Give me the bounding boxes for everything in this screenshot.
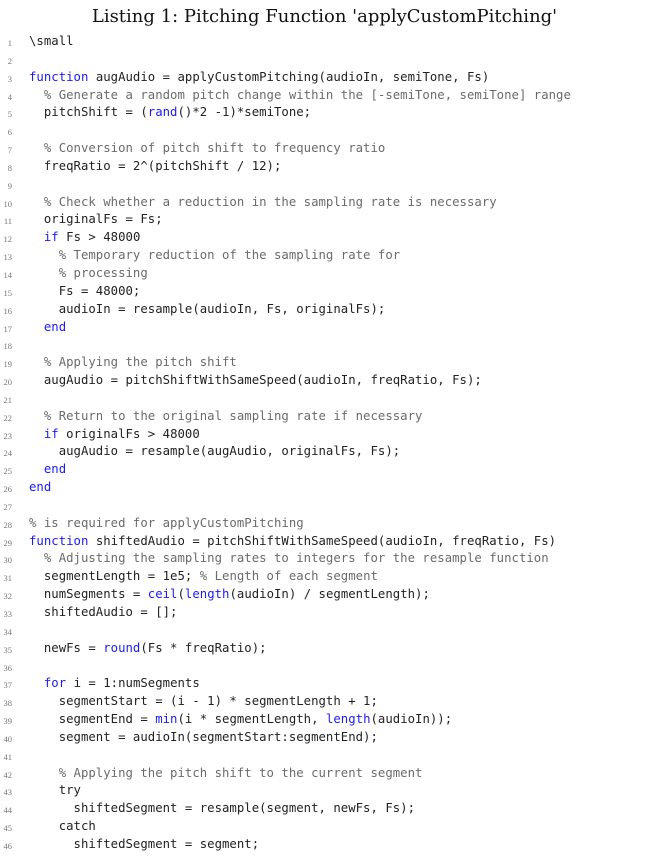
line-number: 2 — [7, 55, 12, 66]
code-token — [29, 676, 44, 690]
code-line — [0, 747, 649, 765]
code-token: Fs = 48000; — [29, 283, 141, 298]
code-line — [0, 354, 649, 372]
line-number: 32 — [3, 591, 12, 602]
keyword-token: function — [29, 533, 89, 548]
line-number: 30 — [3, 555, 12, 566]
code-text — [29, 693, 378, 711]
code-text — [29, 69, 489, 87]
code-token: i = 1:numSegments — [66, 676, 200, 691]
code-token: (audioIn) / segmentLength); — [229, 587, 430, 602]
code-text — [29, 675, 200, 693]
keyword-token: function — [29, 69, 89, 84]
code-line — [0, 390, 649, 408]
code-line — [0, 33, 649, 51]
code-line — [0, 426, 649, 444]
line-number: 18 — [3, 341, 12, 352]
line-number: 40 — [3, 733, 12, 744]
code-text — [29, 729, 378, 747]
code-text — [29, 211, 163, 229]
code-line — [0, 372, 649, 390]
keyword-token: end — [43, 462, 67, 477]
code-token: audioIn = resample(audioIn, Fs, originalFs); — [29, 301, 386, 316]
code-text — [29, 408, 422, 426]
code-text — [29, 479, 51, 497]
listing-caption: Listing 1: Pitching Function 'applyCustomPitching' — [91, 6, 558, 27]
code-line — [0, 122, 649, 140]
code-token: shiftedAudio = []; — [29, 605, 178, 619]
code-line — [0, 158, 649, 176]
line-number: 1 — [7, 38, 12, 48]
code-text — [29, 640, 267, 658]
line-number: 4 — [7, 91, 12, 102]
code-token: shiftedAudio = pitchShiftWithSameSpeed(audioIn, freqRatio, Fs) — [88, 533, 557, 548]
line-number: 10 — [3, 198, 12, 209]
code-line — [0, 604, 649, 622]
code-token: Fs > 48000 — [58, 230, 141, 245]
line-number: 6 — [7, 127, 12, 138]
line-number: 42 — [3, 769, 12, 780]
keyword-token: for — [43, 676, 67, 691]
line-number: 14 — [3, 269, 12, 280]
keyword-token: min — [155, 712, 178, 727]
code-text — [29, 104, 311, 122]
code-text — [29, 87, 571, 105]
line-number: 5 — [7, 109, 12, 120]
keyword-token: if — [43, 230, 59, 245]
code-token — [29, 427, 44, 441]
comment-token: % is required for applyCustomPitching — [29, 515, 304, 530]
code-token: augAudio = pitchShiftWithSameSpeed(audioIn, freqRatio, Fs); — [29, 373, 482, 388]
code-token — [29, 462, 44, 476]
line-number: 31 — [3, 573, 12, 584]
line-number: 24 — [3, 448, 12, 459]
keyword-token: if — [43, 426, 59, 441]
code-line — [0, 533, 649, 551]
code-token: (Fs * freqRatio); — [140, 640, 267, 655]
code-line — [0, 176, 649, 194]
code-line — [0, 194, 649, 212]
comment-token: % Applying the pitch shift — [29, 355, 237, 370]
code-token — [29, 320, 44, 334]
code-line — [0, 586, 649, 604]
code-text — [29, 836, 259, 854]
comment-token: % Conversion of pitch shift to frequency ratio — [29, 141, 386, 156]
code-text — [29, 765, 422, 783]
code-text — [29, 158, 281, 176]
code-line — [0, 301, 649, 319]
code-token: shiftedSegment = resample(segment, newFs, Fs); — [29, 801, 416, 816]
code-token — [29, 230, 44, 244]
code-text — [29, 265, 148, 283]
line-number: 9 — [7, 180, 12, 191]
line-number: 12 — [3, 234, 12, 245]
line-number: 3 — [7, 73, 12, 84]
code-token: augAudio = resample(augAudio, originalFs, Fs); — [29, 444, 401, 459]
code-token: originalFs > 48000 — [58, 426, 200, 441]
code-token: segment = audioIn(segmentStart:segmentEnd); — [29, 729, 378, 744]
code-token: (audioIn)); — [370, 712, 453, 727]
code-text — [29, 568, 378, 586]
comment-token: % processing — [29, 265, 148, 280]
comment-token: % Temporary reduction of the sampling rate for — [29, 248, 401, 263]
code-text — [29, 533, 556, 551]
line-number: 36 — [3, 662, 12, 673]
code-line — [0, 782, 649, 800]
code-text — [29, 604, 177, 622]
code-line — [0, 800, 649, 818]
code-token: augAudio = applyCustomPitching(audioIn, semiTone, Fs) — [88, 69, 490, 84]
line-number: 39 — [3, 716, 12, 727]
code-text — [29, 586, 430, 604]
code-line — [0, 461, 649, 479]
line-number: 38 — [3, 698, 12, 709]
line-number: 7 — [7, 145, 12, 156]
code-text — [29, 426, 200, 444]
comment-token: % Return to the original sampling rate if necessary — [29, 408, 423, 423]
code-token: originalFs = Fs; — [29, 212, 163, 227]
code-line — [0, 51, 649, 69]
code-line — [0, 515, 649, 533]
code-line — [0, 87, 649, 105]
code-line — [0, 693, 649, 711]
line-number: 35 — [3, 644, 12, 655]
keyword-token: round — [103, 640, 141, 655]
code-text — [29, 372, 482, 390]
code-text — [29, 800, 415, 818]
code-text — [29, 818, 96, 836]
code-line — [0, 818, 649, 836]
line-number: 37 — [3, 680, 12, 691]
comment-token: % Length of each segment — [199, 569, 378, 584]
keyword-token: rand — [147, 105, 178, 120]
code-text — [29, 461, 66, 479]
code-line — [0, 211, 649, 229]
line-number: 34 — [3, 626, 12, 637]
code-line — [0, 658, 649, 676]
code-token: \small — [29, 34, 74, 48]
code-line — [0, 729, 649, 747]
code-text — [29, 33, 74, 51]
code-text — [29, 515, 304, 533]
code-line — [0, 640, 649, 658]
comment-token: % Adjusting the sampling rates to integers for the resample function — [29, 551, 549, 566]
line-number: 17 — [3, 323, 12, 334]
code-line — [0, 265, 649, 283]
comment-token: % Applying the pitch shift to the current segment — [29, 765, 423, 780]
comment-token: % Check whether a reduction in the sampling rate is necessary — [29, 194, 497, 209]
code-line — [0, 336, 649, 354]
code-token: ()*2 -1)*semiTone; — [177, 105, 312, 120]
line-number: 45 — [3, 823, 12, 834]
code-token: newFs = — [29, 640, 104, 655]
line-number: 28 — [3, 519, 12, 530]
keyword-token: length — [325, 712, 371, 727]
code-text — [29, 319, 66, 337]
code-line — [0, 408, 649, 426]
code-line — [0, 765, 649, 783]
code-token: catch — [29, 819, 96, 834]
comment-token: % Generate a random pitch change within the [-semiTone, semiTone] range — [29, 87, 571, 102]
code-token: segmentEnd = — [29, 712, 156, 727]
code-line — [0, 443, 649, 461]
line-number: 22 — [3, 412, 12, 423]
code-token: segmentLength = 1e5; — [29, 569, 200, 584]
code-token: numSegments = — [29, 587, 148, 602]
code-line — [0, 568, 649, 586]
line-number: 11 — [3, 216, 12, 227]
line-number: 25 — [3, 466, 12, 477]
code-line — [0, 140, 649, 158]
line-number: 33 — [3, 609, 12, 619]
keyword-token: end — [43, 319, 67, 334]
code-token: ( — [177, 587, 185, 602]
code-line — [0, 104, 649, 122]
code-text — [29, 283, 140, 301]
code-token: segmentStart = (i - 1) * segmentLength + 1; — [29, 694, 378, 709]
line-number: 23 — [3, 430, 12, 441]
line-number: 21 — [3, 394, 12, 405]
keyword-token: ceil — [147, 587, 178, 602]
code-line — [0, 283, 649, 301]
code-text — [29, 550, 549, 568]
line-number: 15 — [3, 287, 12, 298]
keyword-token: length — [184, 587, 230, 602]
code-line — [0, 319, 649, 337]
line-number: 13 — [3, 252, 12, 263]
code-line — [0, 247, 649, 265]
code-line — [0, 622, 649, 640]
line-number: 19 — [3, 359, 12, 370]
line-number: 41 — [3, 751, 12, 762]
code-line — [0, 229, 649, 247]
code-line — [0, 836, 649, 854]
code-token: try — [29, 783, 81, 798]
code-token: shiftedSegment = segment; — [29, 836, 260, 851]
code-text — [29, 140, 385, 158]
code-text — [29, 443, 400, 461]
line-number: 46 — [3, 840, 12, 851]
code-line — [0, 497, 649, 515]
code-token: pitchShift = ( — [29, 105, 148, 120]
line-number: 16 — [3, 305, 12, 316]
code-text — [29, 711, 452, 729]
line-number: 27 — [3, 501, 12, 512]
code-text — [29, 229, 140, 247]
line-number: 20 — [3, 377, 12, 388]
code-token: (i * segmentLength, — [177, 712, 326, 727]
code-line — [0, 675, 649, 693]
code-token: freqRatio = 2^(pitchShift / 12); — [29, 158, 282, 173]
line-number: 8 — [7, 162, 12, 173]
line-number: 43 — [3, 787, 12, 798]
code-text — [29, 247, 400, 265]
code-line — [0, 69, 649, 87]
line-number: 44 — [3, 805, 12, 816]
code-listing — [0, 33, 649, 854]
code-line — [0, 550, 649, 568]
code-text — [29, 782, 81, 800]
code-line — [0, 711, 649, 729]
line-number: 26 — [3, 484, 12, 495]
code-text — [29, 354, 237, 372]
line-number: 29 — [3, 537, 12, 548]
code-text — [29, 194, 497, 212]
keyword-token: end — [29, 480, 52, 495]
code-line — [0, 479, 649, 497]
code-text — [29, 301, 385, 319]
